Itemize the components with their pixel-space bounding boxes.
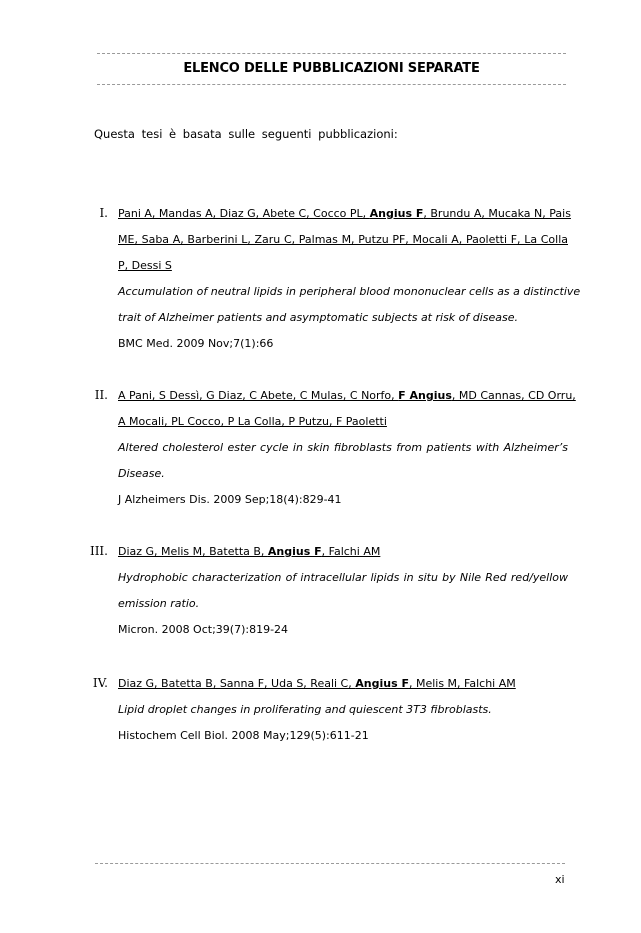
- publication-title-line: trait of Alzheimer patients and asymptomatic subjects at risk of disease.: [118, 311, 519, 324]
- header-top-rule: [97, 53, 566, 54]
- publication-numeral: I.: [99, 206, 108, 220]
- header-bottom-rule: [97, 84, 566, 85]
- publication-citation: BMC Med. 2009 Nov;7(1):66: [118, 337, 274, 350]
- intro-text: Questa tesi è basata sulle seguenti pubblicazioni:: [94, 127, 398, 141]
- publication-citation: J Alzheimers Dis. 2009 Sep;18(4):829-41: [118, 493, 342, 506]
- publication-title-line: Lipid droplet changes in proliferating and quiescent 3T3 fibroblasts.: [118, 703, 492, 716]
- publication-numeral: II.: [94, 388, 108, 402]
- author-line: A Mocali, PL Cocco, P La Colla, P Putzu, F Paoletti: [118, 415, 387, 428]
- publication-body: [118, 671, 568, 749]
- author-line: Pani A, Mandas A, Diaz G, Abete C, Cocco PL, Angius F, Brundu A, Mucaka N, Pais: [118, 207, 571, 220]
- author-line: A Pani, S Dessì, G Diaz, C Abete, C Mulas, C Norfo, F Angius, MD Cannas, CD Orru,: [118, 389, 576, 402]
- publication-title-line: Accumulation of neutral lipids in peripheral blood mononuclear cells as a distinctive: [118, 285, 581, 298]
- author-line: Diaz G, Melis M, Batetta B, Angius F, Falchi AM: [118, 545, 381, 558]
- publication-title-line: Altered cholesterol ester cycle in skin fibroblasts from patients with Alzheimer’s: [118, 441, 568, 454]
- publication-numeral: III.: [89, 544, 108, 558]
- publication-title-line: emission ratio.: [118, 597, 200, 610]
- publication-citation: Micron. 2008 Oct;39(7):819-24: [118, 623, 289, 636]
- publication-title-line: Hydrophobic characterization of intracellular lipids in situ by Nile Red red/yellow: [118, 571, 568, 584]
- page-title: ELENCO DELLE PUBBLICAZIONI SEPARATE: [183, 61, 480, 76]
- highlighted-author: Angius F: [267, 545, 322, 558]
- highlighted-author: Angius F: [355, 677, 409, 690]
- publication-numeral: IV.: [92, 676, 108, 690]
- publication-body: [118, 383, 576, 513]
- author-line: P, Dessi S: [118, 259, 172, 272]
- author-line: Diaz G, Batetta B, Sanna F, Uda S, Reali C, Angius F, Melis M, Falchi AM: [118, 677, 516, 690]
- publication-body: [118, 201, 581, 357]
- publication-body: [118, 539, 568, 643]
- page-number: xi: [555, 873, 565, 886]
- publication-title-line: Disease.: [118, 467, 165, 480]
- publication-citation: Histochem Cell Biol. 2008 May;129(5):611-21: [118, 729, 369, 742]
- highlighted-author: Angius F: [369, 207, 424, 220]
- author-line: ME, Saba A, Barberini L, Zaru C, Palmas M, Putzu PF, Mocali A, Paoletti F, La Colla: [118, 233, 568, 246]
- footer-rule: [95, 863, 565, 864]
- highlighted-author: F Angius: [398, 389, 452, 402]
